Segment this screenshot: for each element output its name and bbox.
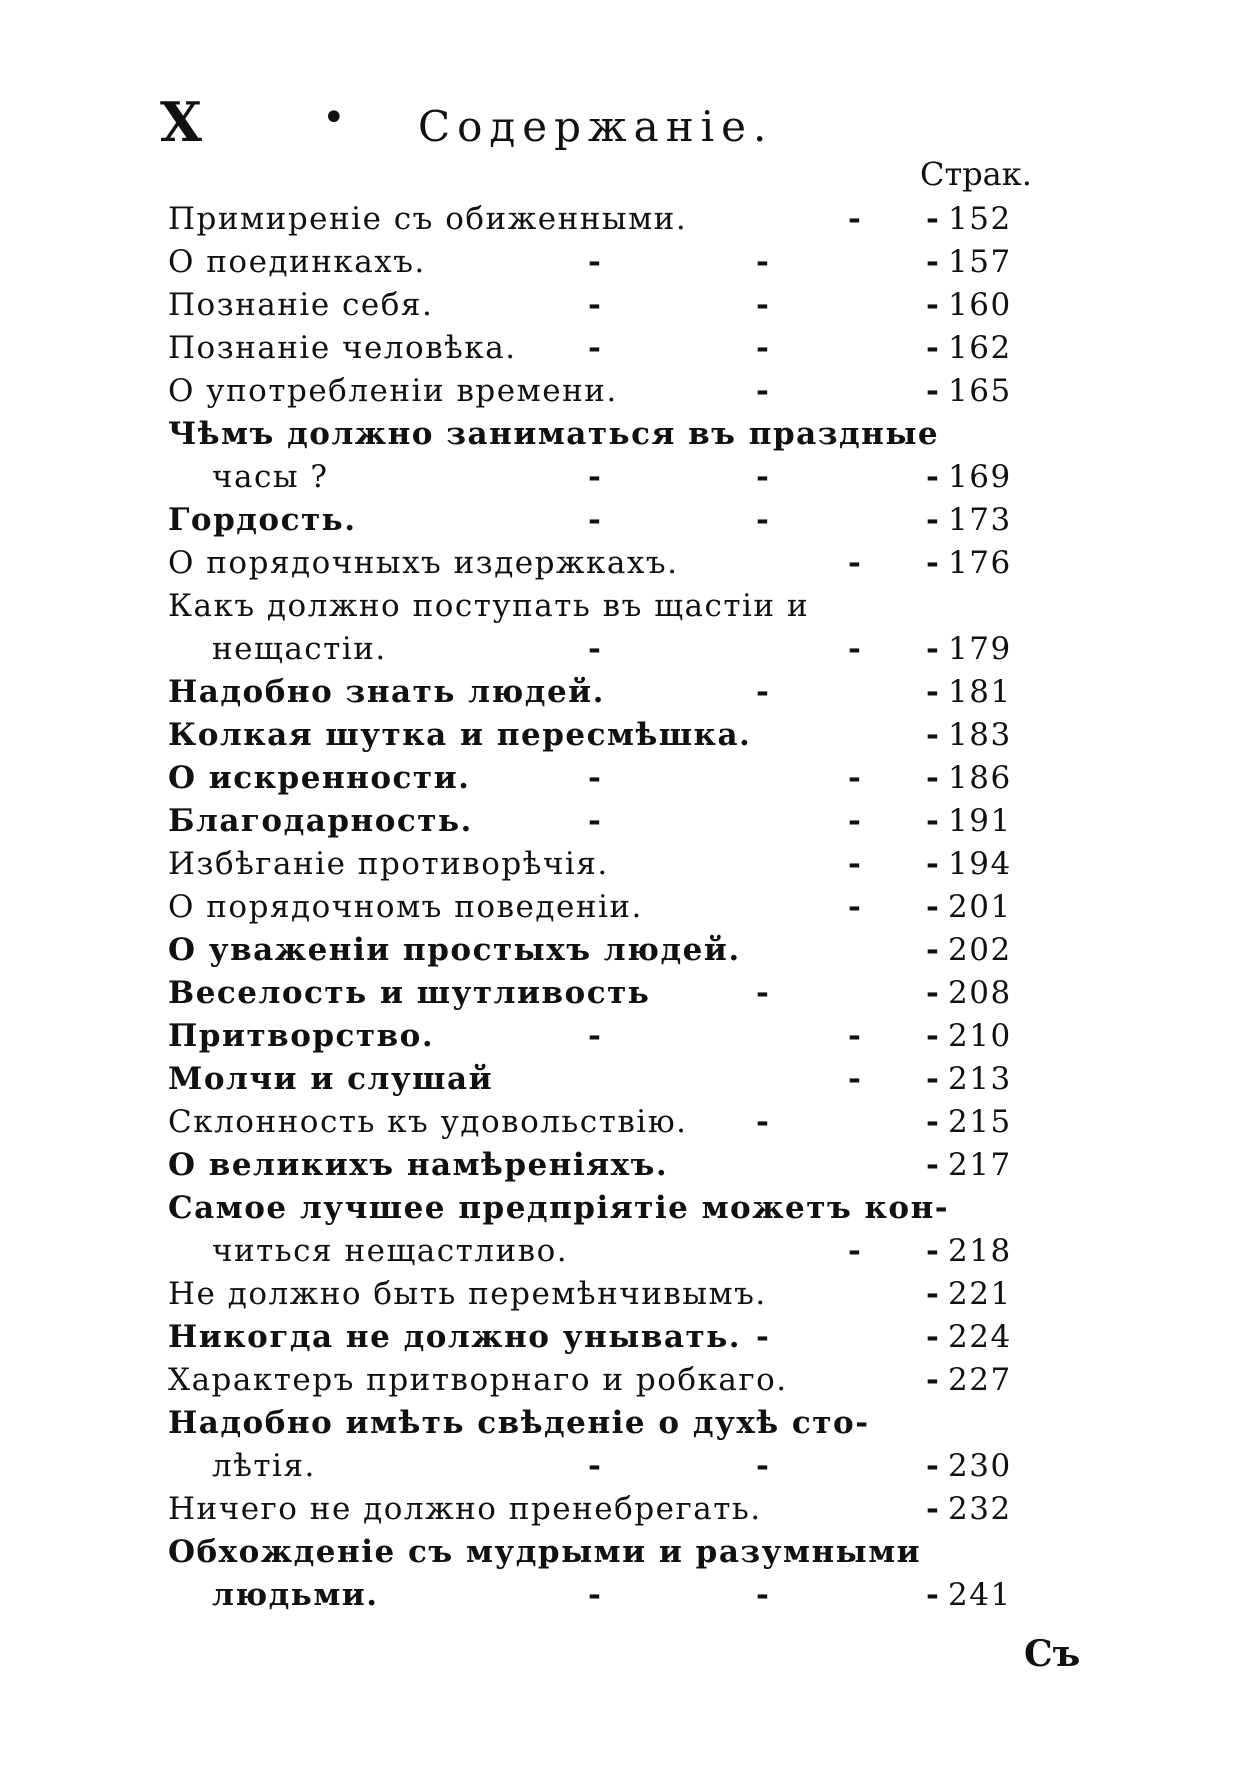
toc-page-number: 152 xyxy=(948,201,1012,237)
toc-entry-title: О поединкахъ. xyxy=(168,244,426,280)
toc-entry-title: О искренности. xyxy=(168,760,471,796)
toc-entry xyxy=(168,585,1048,628)
toc-page-number: 194 xyxy=(948,846,1012,882)
table-of-contents xyxy=(168,198,1048,1617)
leader-dash: - xyxy=(926,1018,941,1054)
toc-entry-title: Благодарность. xyxy=(168,803,473,839)
leader-dash: - xyxy=(756,1104,771,1140)
toc-entry-title: Склонность къ удовольствiю. xyxy=(168,1104,688,1140)
leader-dash: - xyxy=(588,1577,603,1613)
leader-dash: - xyxy=(588,631,603,667)
toc-entry xyxy=(168,284,1048,327)
toc-entry-title: Познанiе человѣка. xyxy=(168,330,517,366)
leader-dash: - xyxy=(926,1104,941,1140)
leader-dash: - xyxy=(926,1319,941,1355)
toc-entry-title: Познанiе себя. xyxy=(168,287,434,323)
toc-entry-title: Чѣмъ должно заниматься въ праздные xyxy=(168,416,940,452)
toc-entry-title: Избѣганiе противорѣчiя. xyxy=(168,846,609,882)
toc-page-number: 230 xyxy=(948,1448,1012,1484)
leader-dash: - xyxy=(756,459,771,495)
toc-page-number: 186 xyxy=(948,760,1012,796)
leader-dash: - xyxy=(588,244,603,280)
leader-dash: - xyxy=(926,545,941,581)
toc-entry xyxy=(168,1574,1048,1617)
leader-dash: - xyxy=(926,889,941,925)
toc-entry xyxy=(168,1101,1048,1144)
toc-entry xyxy=(168,241,1048,284)
toc-entry xyxy=(168,456,1048,499)
toc-page-number: 157 xyxy=(948,244,1012,280)
leader-dash: - xyxy=(848,889,863,925)
leader-dash: - xyxy=(756,244,771,280)
toc-entry xyxy=(168,628,1048,671)
toc-page-number: 215 xyxy=(948,1104,1012,1140)
toc-entry xyxy=(168,757,1048,800)
toc-entry-title: Притворство. xyxy=(168,1018,435,1054)
leader-dash: - xyxy=(926,287,941,323)
leader-dash: - xyxy=(926,1491,941,1527)
toc-entry xyxy=(168,886,1048,929)
toc-page-number: 208 xyxy=(948,975,1012,1011)
leader-dash: - xyxy=(926,760,941,796)
toc-entry-title: Какъ должно поступать въ щастiи и xyxy=(168,588,810,624)
toc-entry-title: читься нещастливо. xyxy=(212,1233,569,1269)
toc-entry xyxy=(168,198,1048,241)
toc-entry xyxy=(168,1316,1048,1359)
leader-dash: - xyxy=(926,1276,941,1312)
page-column-label: Страк. xyxy=(920,155,1032,193)
toc-page-number: 162 xyxy=(948,330,1012,366)
leader-dash: - xyxy=(926,846,941,882)
leader-dash: - xyxy=(926,1147,941,1183)
toc-page-number: 217 xyxy=(948,1147,1012,1183)
leader-dash: - xyxy=(926,674,941,710)
leader-dash: - xyxy=(848,803,863,839)
leader-dash: - xyxy=(848,1018,863,1054)
leader-dash: - xyxy=(926,932,941,968)
leader-dash: - xyxy=(756,330,771,366)
toc-page-number: 160 xyxy=(948,287,1012,323)
toc-entry xyxy=(168,800,1048,843)
toc-entry-title: Ничего не должно пренебрегать. xyxy=(168,1491,762,1527)
leader-dash: - xyxy=(848,846,863,882)
leader-dash: - xyxy=(588,287,603,323)
leader-dash: - xyxy=(848,631,863,667)
toc-entry-title: Никогда не должно унывать. xyxy=(168,1319,742,1355)
leader-dash: - xyxy=(926,631,941,667)
leader-dash: - xyxy=(756,1577,771,1613)
leader-dash: - xyxy=(848,1233,863,1269)
toc-page-number: 183 xyxy=(948,717,1012,753)
toc-entry xyxy=(168,1230,1048,1273)
leader-dash: - xyxy=(588,330,603,366)
leader-dash: - xyxy=(756,674,771,710)
toc-entry-title: людьми. xyxy=(212,1577,379,1613)
toc-entry-title: нещастiи. xyxy=(212,631,387,667)
page-title: Содержанiе. xyxy=(418,102,774,151)
toc-page-number: 201 xyxy=(948,889,1012,925)
toc-page-number: 202 xyxy=(948,932,1012,968)
toc-entry xyxy=(168,413,1048,456)
leader-dash: - xyxy=(756,373,771,409)
toc-entry-title: Надобно знать людей. xyxy=(168,674,605,710)
leader-dash: - xyxy=(926,201,941,237)
toc-entry-title: Примиренiе съ обиженными. xyxy=(168,201,688,237)
toc-entry-title: Веселость и шутливость xyxy=(168,975,651,1011)
toc-entry xyxy=(168,929,1048,972)
leader-dash: - xyxy=(926,717,941,753)
page-header xyxy=(160,90,1080,193)
toc-page-number: 213 xyxy=(948,1061,1012,1097)
toc-page-number: 191 xyxy=(948,803,1012,839)
leader-dash: - xyxy=(926,975,941,1011)
catchword: Съ xyxy=(1024,1633,1081,1675)
leader-dash: - xyxy=(926,244,941,280)
toc-entry xyxy=(168,370,1048,413)
toc-entry xyxy=(168,714,1048,757)
toc-page-number: 232 xyxy=(948,1491,1012,1527)
leader-dash: - xyxy=(588,803,603,839)
header-ornament-dot: • xyxy=(322,95,346,141)
leader-dash: - xyxy=(848,201,863,237)
toc-page-number: 176 xyxy=(948,545,1012,581)
toc-entry-title: Надобно имѣть свѣденiе о духѣ сто- xyxy=(168,1405,870,1441)
toc-entry-title: Не должно быть перемѣнчивымъ. xyxy=(168,1276,767,1312)
leader-dash: - xyxy=(926,330,941,366)
toc-entry-title: О уваженiи простыхъ людей. xyxy=(168,932,741,968)
toc-page-number: 221 xyxy=(948,1276,1012,1312)
toc-page-number: 241 xyxy=(948,1577,1012,1613)
toc-page-number: 227 xyxy=(948,1362,1012,1398)
toc-entry xyxy=(168,1273,1048,1316)
leader-dash: - xyxy=(756,1448,771,1484)
toc-page-number: 210 xyxy=(948,1018,1012,1054)
toc-entry xyxy=(168,1402,1048,1445)
toc-entry-title: О порядочномъ поведенiи. xyxy=(168,889,643,925)
leader-dash: - xyxy=(756,502,771,538)
toc-entry xyxy=(168,499,1048,542)
leader-dash: - xyxy=(926,373,941,409)
toc-entry xyxy=(168,1445,1048,1488)
toc-entry-title: Обхожденiе съ мудрыми и разумными xyxy=(168,1534,922,1570)
leader-dash: - xyxy=(926,1448,941,1484)
toc-entry-title: Самое лучшее предпрiятiе можетъ кон- xyxy=(168,1190,950,1226)
leader-dash: - xyxy=(926,459,941,495)
toc-entry-title: О порядочныхъ издержкахъ. xyxy=(168,545,679,581)
toc-entry xyxy=(168,843,1048,886)
toc-page-number: 165 xyxy=(948,373,1012,409)
toc-entry-title: Характеръ притворнаго и робкаго. xyxy=(168,1362,788,1398)
leader-dash: - xyxy=(926,1362,941,1398)
leader-dash: - xyxy=(926,1233,941,1269)
toc-entry xyxy=(168,1015,1048,1058)
toc-entry-title: лѣтiя. xyxy=(212,1448,316,1484)
leader-dash: - xyxy=(588,459,603,495)
leader-dash: - xyxy=(926,1061,941,1097)
leader-dash: - xyxy=(588,1018,603,1054)
leader-dash: - xyxy=(588,760,603,796)
toc-entry xyxy=(168,1359,1048,1402)
toc-entry-title: Колкая шутка и пересмѣшка. xyxy=(168,717,752,753)
toc-entry xyxy=(168,1488,1048,1531)
leader-dash: - xyxy=(848,1061,863,1097)
leader-dash: - xyxy=(588,502,603,538)
leader-dash: - xyxy=(926,803,941,839)
leader-dash: - xyxy=(756,975,771,1011)
toc-page-number: 169 xyxy=(948,459,1012,495)
toc-entry xyxy=(168,327,1048,370)
toc-entry-title: Гордость. xyxy=(168,502,357,538)
toc-entry-title: О употребленiи времени. xyxy=(168,373,618,409)
toc-entry-title: О великихъ намѣренiяхъ. xyxy=(168,1147,669,1183)
leader-dash: - xyxy=(588,1448,603,1484)
toc-entry xyxy=(168,1531,1048,1574)
toc-entry xyxy=(168,1144,1048,1187)
toc-entry xyxy=(168,1187,1048,1230)
toc-entry xyxy=(168,972,1048,1015)
toc-page-number: 224 xyxy=(948,1319,1012,1355)
leader-dash: - xyxy=(848,545,863,581)
toc-page-number: 179 xyxy=(948,631,1012,667)
page-number-roman: X xyxy=(160,90,202,154)
leader-dash: - xyxy=(848,760,863,796)
toc-page-number: 181 xyxy=(948,674,1012,710)
toc-page-number: 218 xyxy=(948,1233,1012,1269)
leader-dash: - xyxy=(756,287,771,323)
toc-page-number: 173 xyxy=(948,502,1012,538)
toc-entry-title: часы ? xyxy=(212,459,329,495)
toc-entry-title: Молчи и слушай xyxy=(168,1061,494,1097)
toc-entry xyxy=(168,671,1048,714)
toc-entry xyxy=(168,542,1048,585)
toc-entry xyxy=(168,1058,1048,1101)
leader-dash: - xyxy=(756,1319,771,1355)
leader-dash: - xyxy=(926,502,941,538)
leader-dash: - xyxy=(926,1577,941,1613)
